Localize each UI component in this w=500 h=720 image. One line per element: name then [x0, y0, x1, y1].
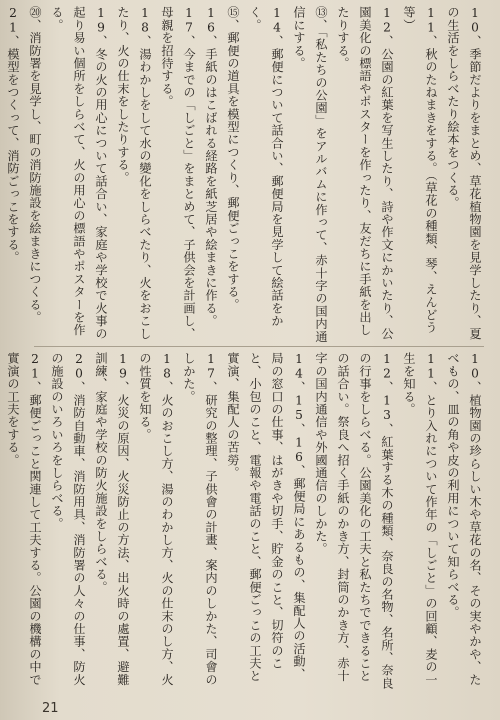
list-item: 16、手紙のはこばれる経路を紙芝居や絵まきに作る。	[204, 6, 218, 328]
list-item: 20、消防自動車、消防用具、消防署の人々の仕事、防火の施設のいろいろをしらべる。	[50, 352, 86, 686]
list-item: 10、植物園の珍らしい木や草花の名、その実やかや、たべもの、皿の角や皮の利用について知らべる。	[446, 352, 482, 686]
list-item: 19、火災の原因、火災防止の方法、出火時の處置、避難訓練、家庭や学校の防火施設をしらべる。	[94, 352, 130, 686]
list-item: 11、秋のたねまきをする。（草花の種類、琴、えんどう等）	[402, 6, 438, 334]
list-item: 21、郵便ごっこと関連して工夫する。公園の機構の中で實演の工夫をする。	[6, 352, 42, 686]
list-item: 12、13、紅葉する木の種類、奈良の名物、名所、奈良の行事をしらべる。公園美化の工夫と私たちでできることの話合い。祭良へ招く手紙のかき方、封筒のかき方、赤十字の国内通信や外國通信のしかた。	[314, 352, 394, 690]
activity-list	[0, 6, 486, 344]
list-item: 19、冬の火の用心について話合い、家庭や学校で火事の起り易い個所をしらべて、火の用心の標語やポスターを作る。	[50, 6, 108, 340]
page-number: 21	[42, 701, 59, 716]
list-item: ⑬、「私たちの公園」をアルバムに作って、赤十字の国内通信にする。	[292, 6, 328, 343]
notes-list	[0, 352, 486, 690]
list-item: 18、湯わかしをして水の變化をしらべたり、火をおこしたり、火の仕末をしたりする。	[116, 6, 152, 340]
list-item: ⑳、消防署を見学し、町の消防施設を絵まきにつくる。	[28, 6, 42, 324]
list-item: ⑮、郵便の道具を模型につくり、郵便ごっこをする。	[226, 6, 240, 311]
list-item: 14、15、16、郵便局にあるもの、集配人の活動、局の窓口の仕事、はがきや切手、貯金のこと、切符のこと、小包のこと、電報や電話のこと、郵便ごっこの工夫と實演、集配人の苦勞。	[226, 352, 306, 683]
list-item: 14、郵便について話合い、郵便局を見学して絵話をかく。	[248, 6, 284, 328]
list-item: 17、今までの「しごと」をまとめて、子供会を計画し、母親を招待する。	[160, 6, 196, 340]
list-item: 21、模型をつくって、消防ごっこをする。	[6, 6, 20, 264]
list-item: 18、火のおこし方、湯のわかし方、火の仕末のし方、火の性質を知る。	[138, 352, 174, 686]
section-divider	[34, 346, 484, 347]
list-item: 17、研究の整理、子供會の計畫、案内のしかた、司會のしかた。	[182, 352, 218, 686]
list-item: 11、とり入れについて作年の「しごと」の回顧、麦の一生を知る。	[402, 352, 438, 686]
list-item: 10、季節だよりをまとめ、草花植物園を見学したり、夏の生活をしらべたり絵本をつくる。	[446, 6, 482, 340]
list-item: 12、公園の紅葉を写生したり、詩や作文にかいたり、公園美化の標語やポスターを作ったり、友だちに手紙を出したりする。	[336, 6, 394, 340]
